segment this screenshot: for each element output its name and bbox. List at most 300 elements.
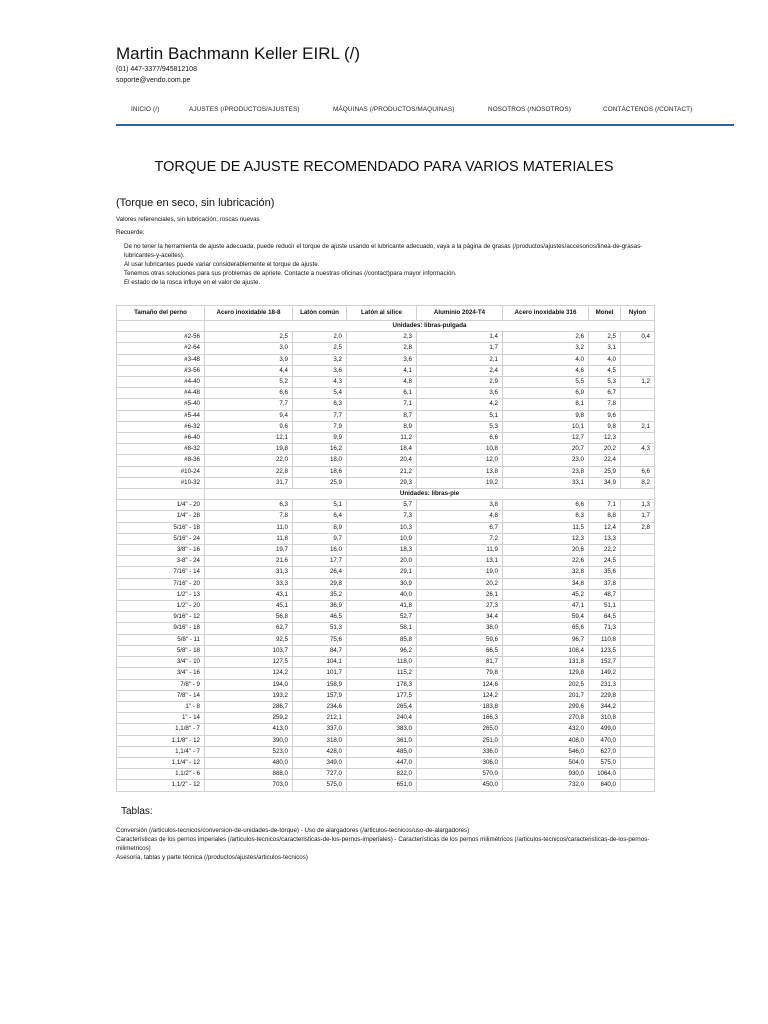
- torque-cell: 930,0: [503, 769, 589, 780]
- torque-cell: [621, 578, 655, 589]
- bolt-size-cell: #3-56: [117, 365, 205, 376]
- torque-cell: 306,0: [417, 757, 503, 768]
- torque-cell: 344,2: [589, 701, 621, 712]
- torque-cell: 59,4: [503, 612, 589, 623]
- bolt-size-cell: 5/16" - 18: [117, 522, 205, 533]
- note-thread-state: El estado de la rosca influye en el valor de ajuste.: [124, 279, 261, 287]
- torque-cell: 96,7: [503, 634, 589, 645]
- torque-cell: 20,2: [417, 578, 503, 589]
- table-row: [117, 533, 655, 544]
- torque-cell: 84,7: [293, 645, 347, 656]
- bolt-size-cell: #4-48: [117, 388, 205, 399]
- torque-cell: 34,4: [417, 612, 503, 623]
- torque-cell: 1064,0: [589, 769, 621, 780]
- torque-cell: 34,8: [503, 578, 589, 589]
- note-contact[interactable]: Tenemos otras soluciones para sus problemas de apriete. Contacte a nuestras oficinas (/contact)para mayor información.: [124, 270, 457, 278]
- torque-cell: 31,3: [205, 567, 293, 578]
- torque-cell: [621, 388, 655, 399]
- table-row: [117, 657, 655, 668]
- torque-cell: 92,5: [205, 634, 293, 645]
- table-row: [117, 455, 655, 466]
- torque-cell: [621, 634, 655, 645]
- torque-cell: 732,0: [503, 780, 589, 791]
- torque-cell: 38,0: [417, 623, 503, 634]
- torque-cell: 11,5: [503, 522, 589, 533]
- torque-cell: 3,9: [205, 354, 293, 365]
- note-grease-link[interactable]: De no tener la herramienta de ajuste adecuada, puede reducir el torque de ajuste usando el lubricante adecuado, vaya a la página de grasas (/productos/ajustes/accesorios/linea-de-grasas-: [124, 243, 643, 250]
- torque-cell: 56,8: [205, 612, 293, 623]
- torque-cell: 58,1: [347, 623, 417, 634]
- torque-cell: 152,7: [589, 657, 621, 668]
- torque-cell: 12,0: [417, 455, 503, 466]
- bolt-size-cell: #3-48: [117, 354, 205, 365]
- torque-cell: 651,0: [347, 780, 417, 791]
- bolt-size-cell: 7/16" - 20: [117, 578, 205, 589]
- bolt-size-cell: #5-40: [117, 399, 205, 410]
- torque-cell: 32,8: [503, 567, 589, 578]
- torque-cell: 6,4: [293, 511, 347, 522]
- torque-cell: 41,8: [347, 601, 417, 612]
- tablas-link-conversion[interactable]: Conversión (/articulos-tecnicos/conversion-de-unidades-de-torque) - Uso de alargadores (/articulos-tecnicos/uso-de-alargadores): [116, 827, 470, 834]
- table-row: [117, 354, 655, 365]
- torque-cell: 9,4: [205, 410, 293, 421]
- bolt-size-cell: 1/2" - 20: [117, 601, 205, 612]
- torque-cell: 21,6: [205, 556, 293, 567]
- torque-cell: 9,7: [293, 533, 347, 544]
- bolt-size-cell: 9/16" - 12: [117, 612, 205, 623]
- torque-cell: 17,7: [293, 556, 347, 567]
- torque-table: [116, 305, 655, 792]
- torque-cell: 1,7: [621, 511, 655, 522]
- torque-cell: 390,0: [205, 735, 293, 746]
- torque-cell: 6,1: [347, 388, 417, 399]
- col-header: Acero inoxidable 316: [503, 306, 589, 321]
- torque-cell: 1,7: [417, 343, 503, 354]
- torque-cell: 8,8: [589, 511, 621, 522]
- torque-cell: 9,6: [589, 410, 621, 421]
- torque-cell: 4,4: [205, 365, 293, 376]
- torque-cell: 5,5: [503, 377, 589, 388]
- nav-contact[interactable]: CONTÁCTENOS (/CONTACT): [603, 106, 693, 113]
- torque-cell: 19,8: [205, 444, 293, 455]
- torque-cell: 20,0: [347, 556, 417, 567]
- torque-cell: 8,9: [293, 522, 347, 533]
- torque-cell: 6,7: [417, 522, 503, 533]
- tablas-heading: Tablas:: [121, 806, 153, 817]
- bolt-size-cell: 7/8" - 9: [117, 679, 205, 690]
- torque-cell: 18,3: [347, 545, 417, 556]
- phone-number: (01) 447-3377/945812108: [116, 66, 197, 73]
- col-header: Acero inoxidable 18-8: [205, 306, 293, 321]
- torque-cell: [621, 769, 655, 780]
- col-header: Latón al silice: [347, 306, 417, 321]
- torque-cell: 9,8: [503, 410, 589, 421]
- main-nav: [116, 100, 734, 128]
- torque-cell: 2,5: [589, 332, 621, 343]
- torque-cell: 2,1: [621, 421, 655, 432]
- torque-cell: 29,8: [293, 578, 347, 589]
- bolt-size-cell: #8-32: [117, 444, 205, 455]
- table-header-row: [117, 306, 655, 321]
- torque-cell: 10,3: [347, 522, 417, 533]
- torque-cell: 4,2: [417, 399, 503, 410]
- torque-cell: 40,0: [347, 589, 417, 600]
- torque-cell: 727,0: [293, 769, 347, 780]
- torque-cell: 18,0: [293, 455, 347, 466]
- table-row: [117, 701, 655, 712]
- table-row: [117, 713, 655, 724]
- torque-cell: 6,3: [293, 399, 347, 410]
- torque-cell: 7,9: [293, 421, 347, 432]
- torque-cell: 4,3: [293, 377, 347, 388]
- intro-text: Valores referenciales, sin lubricación, roscas nuevas: [116, 216, 260, 223]
- torque-cell: 259,2: [205, 713, 293, 724]
- torque-cell: 59,6: [417, 634, 503, 645]
- table-row: [117, 780, 655, 791]
- torque-cell: [621, 690, 655, 701]
- table-row: [117, 769, 655, 780]
- note-lubricant: Al usar lubricantes puede variar considerablemente el torque de ajuste.: [124, 261, 320, 269]
- table-row: [117, 388, 655, 399]
- torque-cell: 178,3: [347, 679, 417, 690]
- torque-cell: 10,8: [417, 444, 503, 455]
- table-row: [117, 556, 655, 567]
- torque-cell: 3,6: [293, 365, 347, 376]
- torque-cell: 570,0: [417, 769, 503, 780]
- tablas-link-asesoria[interactable]: Asesoría, tablas y parte técnica (/productos/ajustes/articulos-tecnicos): [116, 854, 308, 862]
- torque-cell: [621, 623, 655, 634]
- torque-cell: 194,0: [205, 679, 293, 690]
- torque-cell: 408,0: [503, 735, 589, 746]
- bolt-size-cell: 7/16" - 14: [117, 567, 205, 578]
- torque-cell: 65,6: [503, 623, 589, 634]
- torque-cell: 19,2: [417, 477, 503, 488]
- torque-cell: 7,3: [347, 511, 417, 522]
- torque-cell: 413,0: [205, 724, 293, 735]
- torque-cell: 432,0: [503, 724, 589, 735]
- torque-cell: 5,3: [589, 377, 621, 388]
- torque-cell: 47,1: [503, 601, 589, 612]
- torque-cell: 5,3: [417, 421, 503, 432]
- torque-cell: 310,8: [589, 713, 621, 724]
- torque-cell: 23,0: [503, 455, 589, 466]
- torque-cell: 12,3: [503, 533, 589, 544]
- table-row: [117, 578, 655, 589]
- torque-cell: 85,8: [347, 634, 417, 645]
- torque-cell: 115,2: [347, 668, 417, 679]
- torque-cell: 6,6: [417, 433, 503, 444]
- torque-cell: 18,6: [293, 466, 347, 477]
- torque-cell: 3,6: [347, 354, 417, 365]
- torque-cell: 13,8: [417, 466, 503, 477]
- table-row: [117, 399, 655, 410]
- torque-cell: [621, 589, 655, 600]
- torque-cell: 30,9: [347, 578, 417, 589]
- torque-cell: 8,2: [621, 477, 655, 488]
- torque-cell: [621, 668, 655, 679]
- table-row: [117, 679, 655, 690]
- bolt-size-cell: 5/16" - 24: [117, 533, 205, 544]
- table-row: [117, 634, 655, 645]
- torque-cell: 9,8: [589, 421, 621, 432]
- company-name[interactable]: Martin Bachmann Keller EIRL (/): [116, 44, 361, 63]
- torque-cell: 7,8: [205, 511, 293, 522]
- torque-cell: 265,4: [347, 701, 417, 712]
- torque-cell: 1,3: [621, 500, 655, 511]
- table-row: [117, 668, 655, 679]
- torque-cell: [621, 735, 655, 746]
- note-grease-link-cont[interactable]: lubricantes-y-aceites).: [124, 252, 185, 260]
- torque-cell: 11,8: [205, 533, 293, 544]
- torque-cell: 45,2: [503, 589, 589, 600]
- torque-cell: 5,1: [293, 500, 347, 511]
- torque-cell: 234,6: [293, 701, 347, 712]
- torque-cell: [621, 545, 655, 556]
- bolt-size-cell: 7/8" - 14: [117, 690, 205, 701]
- tablas-link-pernos-cont[interactable]: milimetricos): [116, 845, 151, 853]
- table-row: [117, 433, 655, 444]
- torque-cell: 4,6: [503, 365, 589, 376]
- torque-cell: 2,6: [503, 332, 589, 343]
- torque-cell: 428,0: [293, 746, 347, 757]
- torque-cell: 118,0: [347, 657, 417, 668]
- bolt-size-cell: 1/4" - 20: [117, 500, 205, 511]
- torque-cell: 127,5: [205, 657, 293, 668]
- torque-cell: 383,0: [347, 724, 417, 735]
- torque-cell: 10,9: [347, 533, 417, 544]
- torque-cell: 193,2: [205, 690, 293, 701]
- torque-cell: 229,8: [589, 690, 621, 701]
- torque-cell: 575,0: [589, 757, 621, 768]
- bolt-size-cell: 3-8" - 24: [117, 556, 205, 567]
- torque-cell: 299,6: [503, 701, 589, 712]
- torque-cell: 11,2: [347, 433, 417, 444]
- table-row: [117, 500, 655, 511]
- bolt-size-cell: 3/8" - 16: [117, 545, 205, 556]
- torque-cell: 8,3: [503, 511, 589, 522]
- torque-cell: 108,4: [503, 645, 589, 656]
- torque-cell: 22,2: [589, 545, 621, 556]
- nav-underline: [116, 124, 734, 126]
- torque-cell: 286,7: [205, 701, 293, 712]
- torque-cell: 22,0: [205, 455, 293, 466]
- nav-nosotros[interactable]: NOSOTROS (/NOSOTROS): [488, 106, 571, 113]
- torque-cell: 51,3: [293, 623, 347, 634]
- torque-cell: 822,0: [347, 769, 417, 780]
- torque-cell: 26,4: [293, 567, 347, 578]
- torque-cell: 201,7: [503, 690, 589, 701]
- torque-cell: 166,3: [417, 713, 503, 724]
- table-row: [117, 365, 655, 376]
- torque-cell: 43,1: [205, 589, 293, 600]
- col-header: Monel: [589, 306, 621, 321]
- torque-cell: 8,9: [347, 421, 417, 432]
- torque-cell: 337,0: [293, 724, 347, 735]
- torque-cell: 24,5: [589, 556, 621, 567]
- torque-cell: 158,9: [293, 679, 347, 690]
- torque-cell: 11,9: [417, 545, 503, 556]
- torque-cell: 16,2: [293, 444, 347, 455]
- torque-cell: 5,2: [205, 377, 293, 388]
- bolt-size-cell: 1,1/2" - 12: [117, 780, 205, 791]
- torque-cell: 4,0: [589, 354, 621, 365]
- torque-cell: 66,5: [417, 645, 503, 656]
- bolt-size-cell: 1,1/8" - 7: [117, 724, 205, 735]
- torque-cell: 2,4: [417, 365, 503, 376]
- torque-cell: [621, 757, 655, 768]
- torque-cell: 103,7: [205, 645, 293, 656]
- torque-cell: 22,4: [589, 455, 621, 466]
- torque-cell: 157,9: [293, 690, 347, 701]
- bolt-size-cell: 1,1/4" - 7: [117, 746, 205, 757]
- nav-ajustes[interactable]: AJUSTES (/PRODUCTOS/AJUSTES): [189, 106, 300, 113]
- bolt-size-cell: #5-44: [117, 410, 205, 421]
- torque-cell: 2,5: [293, 343, 347, 354]
- table-row: [117, 522, 655, 533]
- torque-cell: 8,7: [347, 410, 417, 421]
- torque-cell: [621, 645, 655, 656]
- torque-cell: 48,7: [589, 589, 621, 600]
- torque-cell: 35,2: [293, 589, 347, 600]
- torque-cell: 110,8: [589, 634, 621, 645]
- table-row: [117, 477, 655, 488]
- bolt-size-cell: 1,1/8" - 12: [117, 735, 205, 746]
- bolt-size-cell: #4-40: [117, 377, 205, 388]
- torque-cell: 3,0: [205, 343, 293, 354]
- table-row: [117, 332, 655, 343]
- bolt-size-cell: 3/4" - 10: [117, 657, 205, 668]
- torque-cell: 129,8: [503, 668, 589, 679]
- torque-cell: 1,2: [621, 377, 655, 388]
- torque-cell: 104,1: [293, 657, 347, 668]
- tablas-link-pernos[interactable]: Características de los pernos imperiales (/articulos-tecnicos/caracteristicas-de-los-pernos-imperiales) - Características de los pernos milimétricos (/articulos-tecnicos/caracteristicas-de-los-pernos-: [116, 836, 650, 844]
- torque-cell: 7,1: [347, 399, 417, 410]
- table-row: [117, 724, 655, 735]
- bolt-size-cell: 9/16" - 18: [117, 623, 205, 634]
- torque-cell: 2,0: [293, 332, 347, 343]
- torque-cell: 96,2: [347, 645, 417, 656]
- torque-cell: 20,4: [347, 455, 417, 466]
- torque-cell: 361,0: [347, 735, 417, 746]
- torque-cell: 62,7: [205, 623, 293, 634]
- table-row: [117, 601, 655, 612]
- torque-cell: 5,7: [347, 500, 417, 511]
- torque-cell: 3,2: [503, 343, 589, 354]
- torque-cell: 183,8: [417, 701, 503, 712]
- torque-cell: 29,3: [347, 477, 417, 488]
- torque-cell: 504,0: [503, 757, 589, 768]
- torque-cell: [621, 713, 655, 724]
- torque-cell: [621, 601, 655, 612]
- torque-cell: 231,3: [589, 679, 621, 690]
- torque-cell: 2,8: [347, 343, 417, 354]
- torque-cell: 4,5: [589, 365, 621, 376]
- torque-cell: 3,2: [293, 354, 347, 365]
- table-row: [117, 421, 655, 432]
- torque-cell: [621, 343, 655, 354]
- torque-cell: 29,1: [347, 567, 417, 578]
- torque-cell: 499,0: [589, 724, 621, 735]
- torque-cell: 7,2: [417, 533, 503, 544]
- torque-cell: 25,9: [293, 477, 347, 488]
- torque-cell: [621, 780, 655, 791]
- torque-cell: 270,8: [503, 713, 589, 724]
- torque-cell: 1,4: [417, 332, 503, 343]
- torque-cell: 131,8: [503, 657, 589, 668]
- torque-cell: 31,7: [205, 477, 293, 488]
- torque-cell: 23,8: [503, 466, 589, 477]
- torque-cell: 2,3: [347, 332, 417, 343]
- torque-cell: 349,0: [293, 757, 347, 768]
- torque-cell: 9,6: [205, 421, 293, 432]
- support-email[interactable]: soporte@vendo.com.pe: [116, 77, 191, 84]
- torque-cell: [621, 701, 655, 712]
- torque-cell: 4,3: [621, 444, 655, 455]
- torque-cell: 318,0: [293, 735, 347, 746]
- table-row: [117, 746, 655, 757]
- bolt-size-cell: 1,1/4" - 12: [117, 757, 205, 768]
- torque-cell: 34,9: [589, 477, 621, 488]
- torque-cell: 11,0: [205, 522, 293, 533]
- tablas-links: [116, 826, 716, 862]
- torque-cell: 2,9: [417, 377, 503, 388]
- torque-cell: 123,5: [589, 645, 621, 656]
- torque-cell: 5,1: [417, 410, 503, 421]
- torque-cell: 101,7: [293, 668, 347, 679]
- torque-cell: 7,8: [589, 399, 621, 410]
- torque-cell: 27,3: [417, 601, 503, 612]
- torque-cell: 251,0: [417, 735, 503, 746]
- torque-cell: 10,1: [503, 421, 589, 432]
- torque-cell: 6,7: [589, 388, 621, 399]
- nav-maquinas[interactable]: MÁQUINAS (/PRODUCTOS/MAQUINAS): [333, 106, 455, 113]
- torque-cell: 0,4: [621, 332, 655, 343]
- col-header: Tamaño del perno: [117, 306, 205, 321]
- torque-cell: 4,8: [417, 511, 503, 522]
- torque-cell: 12,7: [503, 433, 589, 444]
- torque-cell: 21,2: [347, 466, 417, 477]
- torque-cell: 124,6: [417, 679, 503, 690]
- nav-inicio[interactable]: INICIO (/): [131, 106, 160, 113]
- page-subtitle: (Torque en seco, sin lubricación): [116, 197, 275, 209]
- bolt-size-cell: #6-32: [117, 421, 205, 432]
- torque-cell: 6,9: [503, 388, 589, 399]
- bolt-size-cell: #2-56: [117, 332, 205, 343]
- unit-row-pie: [117, 489, 655, 500]
- torque-cell: 177,5: [347, 690, 417, 701]
- torque-cell: 3,6: [417, 388, 503, 399]
- torque-cell: 124,2: [417, 690, 503, 701]
- table-row: [117, 377, 655, 388]
- torque-cell: 16,0: [293, 545, 347, 556]
- torque-cell: 51,1: [589, 601, 621, 612]
- torque-cell: 480,0: [205, 757, 293, 768]
- bolt-size-cell: 1,1/2" - 6: [117, 769, 205, 780]
- torque-cell: 22,6: [503, 556, 589, 567]
- table-row: [117, 466, 655, 477]
- table-row: [117, 645, 655, 656]
- torque-cell: [621, 455, 655, 466]
- bolt-size-cell: #10-24: [117, 466, 205, 477]
- torque-cell: 7,1: [589, 500, 621, 511]
- torque-cell: 447,0: [347, 757, 417, 768]
- torque-cell: 6,6: [621, 466, 655, 477]
- torque-cell: 888,0: [205, 769, 293, 780]
- torque-cell: 450,0: [417, 780, 503, 791]
- torque-cell: 240,4: [347, 713, 417, 724]
- torque-cell: 79,8: [417, 668, 503, 679]
- torque-cell: 71,3: [589, 623, 621, 634]
